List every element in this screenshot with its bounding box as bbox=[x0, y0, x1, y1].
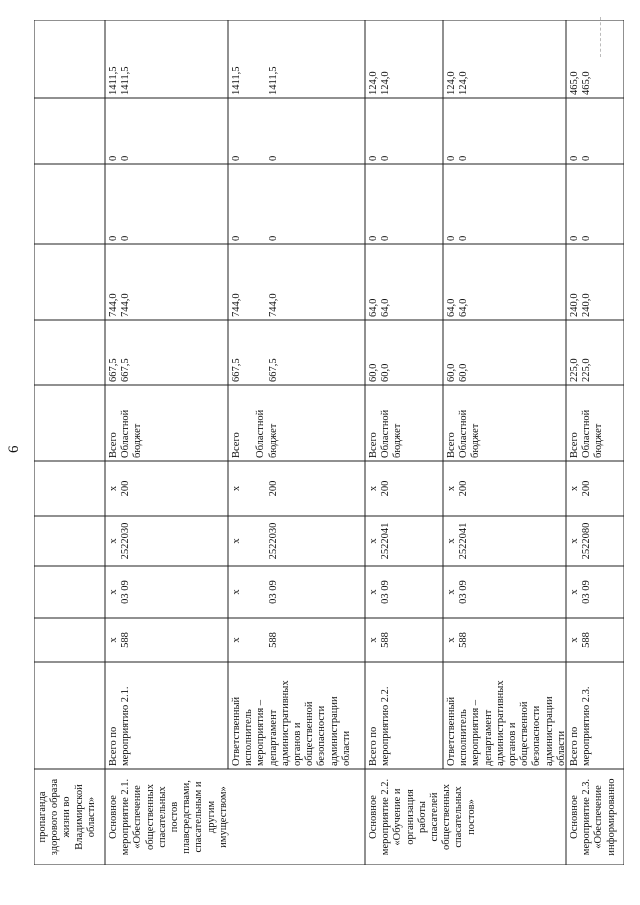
cell-line: 0 bbox=[581, 235, 593, 241]
cell-line: 2522041 bbox=[458, 522, 470, 560]
cell-line: х bbox=[446, 637, 457, 643]
cell-line: администрации bbox=[328, 696, 340, 766]
cell-line: 60,0 bbox=[458, 363, 470, 382]
cell-line: спасательным и bbox=[193, 781, 205, 853]
cell-line: администрации bbox=[543, 696, 555, 766]
cell-line bbox=[243, 388, 255, 458]
cell-line: Областной bbox=[581, 409, 593, 458]
cell-line bbox=[243, 464, 255, 513]
cell-line: спасателей bbox=[429, 792, 441, 842]
cell-line: 0 bbox=[569, 155, 580, 161]
status-cell bbox=[569, 665, 593, 766]
year2-amount-cell bbox=[569, 247, 593, 317]
measure-name-cell bbox=[368, 772, 478, 862]
cell-line: Основное bbox=[368, 795, 379, 839]
cell-line: 588 bbox=[458, 632, 470, 648]
year1-amount-cell bbox=[446, 323, 470, 382]
cell-line: департамент bbox=[267, 709, 279, 766]
cell-line: х bbox=[368, 637, 379, 643]
cell-line bbox=[243, 101, 255, 161]
target-code-cell bbox=[368, 519, 392, 563]
year4-amount-cell bbox=[368, 101, 392, 161]
cell-line: спасательных bbox=[156, 786, 168, 848]
cell-line: 744,0 bbox=[120, 293, 132, 317]
cell-line: х bbox=[231, 589, 242, 595]
measure-name-cell bbox=[37, 772, 98, 862]
total-amount-cell bbox=[108, 23, 132, 95]
cell-line: х bbox=[108, 485, 119, 492]
cell-line: 64,0 bbox=[458, 298, 470, 317]
status-cell bbox=[108, 665, 132, 766]
status-cell bbox=[368, 665, 392, 766]
cell-line: области» bbox=[85, 796, 97, 838]
cell-line: 1411,5 bbox=[108, 66, 119, 95]
cell-line: 0 bbox=[368, 235, 379, 241]
cell-line: Областной bbox=[458, 409, 470, 458]
cell-line: 2522080 bbox=[581, 522, 593, 560]
cell-line: 0 bbox=[368, 155, 379, 161]
cell-line: административных bbox=[494, 680, 506, 766]
cell-line: общественной bbox=[304, 701, 316, 766]
page-number: 6 bbox=[6, 445, 22, 453]
cell-line: 0 bbox=[380, 235, 392, 241]
cell-line: 588 bbox=[380, 632, 392, 648]
cell-line: мероприятия – bbox=[255, 699, 267, 766]
cell-line: 240,0 bbox=[569, 293, 580, 317]
cell-line: 0 bbox=[108, 155, 119, 161]
cell-line: 588 bbox=[267, 632, 279, 648]
cell-line bbox=[255, 101, 267, 161]
cell-line: имуществом» bbox=[217, 786, 229, 848]
funding-source-cell bbox=[368, 388, 405, 458]
cell-line: 744,0 bbox=[267, 293, 279, 317]
cell-line: общественных bbox=[441, 784, 453, 850]
cell-line: бюджет bbox=[392, 423, 404, 458]
cell-line: 240,0 bbox=[581, 293, 593, 317]
year1-amount-cell bbox=[108, 323, 132, 382]
cell-line: 0 bbox=[458, 155, 470, 161]
expense-type-cell bbox=[446, 464, 470, 513]
measure-name-cell bbox=[569, 772, 618, 862]
cell-line: 744,0 bbox=[231, 293, 242, 317]
total-amount-cell bbox=[569, 23, 593, 95]
cell-line: 60,0 bbox=[368, 363, 379, 382]
cell-line: Владимирской bbox=[73, 784, 85, 850]
cell-line: мероприятию 2.1. bbox=[120, 686, 132, 766]
cell-line: х bbox=[446, 538, 457, 544]
cell-line: «Обеспечение bbox=[593, 785, 605, 849]
total-amount-cell bbox=[368, 23, 392, 95]
cell-line: Областной bbox=[120, 409, 132, 458]
cell-line: 0 bbox=[380, 155, 392, 161]
year4-amount-cell bbox=[108, 101, 132, 161]
cell-line: 03 09 bbox=[458, 580, 470, 604]
year3-amount-cell bbox=[368, 167, 392, 241]
cell-line: информированно bbox=[605, 778, 617, 856]
cell-line: 200 bbox=[380, 480, 392, 497]
expense-type-cell bbox=[108, 464, 132, 513]
cell-line: бюджет bbox=[267, 423, 279, 458]
cell-line: х bbox=[368, 485, 379, 492]
cell-line: 1411,5 bbox=[120, 66, 132, 95]
cell-line: 124,0 bbox=[368, 71, 379, 95]
cell-line: мероприятие 2.2. bbox=[380, 778, 392, 856]
cell-line: спасательных bbox=[453, 786, 465, 848]
cell-line: общественных bbox=[144, 784, 156, 850]
status-cell bbox=[231, 665, 353, 766]
cell-line bbox=[255, 569, 267, 615]
cell-line: общественной bbox=[519, 701, 531, 766]
cell-line: х bbox=[569, 637, 580, 643]
cell-line: безопасности bbox=[531, 705, 543, 766]
cell-line: 200 bbox=[120, 480, 132, 497]
cell-line bbox=[243, 167, 255, 241]
cell-line bbox=[243, 569, 255, 615]
cell-line: х bbox=[231, 538, 242, 544]
expense-type-cell bbox=[368, 464, 392, 513]
cell-line: 0 bbox=[108, 235, 119, 241]
cell-line: 03 09 bbox=[120, 580, 132, 604]
cell-line: исполнитель bbox=[458, 709, 470, 766]
cell-line: х bbox=[108, 538, 119, 544]
cell-line: Всего по bbox=[108, 726, 119, 766]
cell-line: органов и bbox=[292, 722, 304, 766]
cell-line: 124,0 bbox=[380, 71, 392, 95]
cell-line: 60,0 bbox=[446, 363, 457, 382]
expense-type-cell bbox=[569, 464, 593, 513]
cell-line: Областной bbox=[255, 409, 267, 458]
cell-line: жизни во bbox=[61, 796, 73, 838]
cell-line: мероприятия – bbox=[470, 699, 482, 766]
cell-line: Ответственный bbox=[231, 696, 242, 766]
cell-line: Всего bbox=[231, 432, 242, 458]
cell-line: 0 bbox=[120, 235, 132, 241]
cell-line: 1411,5 bbox=[267, 66, 279, 95]
year1-amount-cell bbox=[231, 323, 280, 382]
cell-line: 2522041 bbox=[380, 522, 392, 560]
cell-line: исполнитель bbox=[243, 709, 255, 766]
cell-line: 667,5 bbox=[108, 358, 119, 382]
cell-line bbox=[243, 247, 255, 317]
year2-amount-cell bbox=[231, 247, 280, 317]
cell-line: 667,5 bbox=[267, 358, 279, 382]
cell-line: 03 09 bbox=[380, 580, 392, 604]
cell-line bbox=[255, 23, 267, 95]
cell-line: 2522030 bbox=[267, 522, 279, 560]
cell-line: х bbox=[569, 485, 580, 492]
grbs-code-cell bbox=[569, 621, 593, 659]
cell-line bbox=[243, 519, 255, 563]
cell-line: Всего bbox=[108, 432, 119, 458]
year3-amount-cell bbox=[569, 167, 593, 241]
grbs-code-cell bbox=[446, 621, 470, 659]
cell-line: здорового образа bbox=[49, 778, 61, 856]
cell-line: х bbox=[569, 589, 580, 595]
cell-line: 200 bbox=[581, 480, 593, 497]
cell-line: Областной bbox=[380, 409, 392, 458]
cell-line: 0 bbox=[458, 235, 470, 241]
cell-line: «Обучение и bbox=[392, 788, 404, 846]
cell-line: пропаганда bbox=[37, 791, 48, 843]
cell-line: 03 09 bbox=[267, 580, 279, 604]
cell-line bbox=[243, 323, 255, 382]
cell-line: Ответственный bbox=[446, 696, 457, 766]
cell-line: мероприятие 2.3. bbox=[581, 778, 593, 856]
total-amount-cell bbox=[446, 23, 470, 95]
section-code-cell bbox=[108, 569, 132, 615]
cell-line bbox=[243, 621, 255, 659]
cell-line: Основное bbox=[108, 795, 119, 839]
year4-amount-cell bbox=[231, 101, 280, 161]
cell-line: 465,0 bbox=[569, 71, 580, 95]
cell-line bbox=[243, 23, 255, 95]
cell-line: 667,5 bbox=[231, 358, 242, 382]
cell-line: 0 bbox=[267, 155, 279, 161]
expense-type-cell bbox=[231, 464, 280, 513]
year3-amount-cell bbox=[446, 167, 470, 241]
funding-source-cell bbox=[231, 388, 280, 458]
cell-line: х bbox=[231, 637, 242, 643]
cell-line: х bbox=[446, 485, 457, 492]
section-code-cell bbox=[368, 569, 392, 615]
target-code-cell bbox=[108, 519, 132, 563]
year4-amount-cell bbox=[446, 101, 470, 161]
cell-line: безопасности bbox=[316, 705, 328, 766]
grbs-code-cell bbox=[368, 621, 392, 659]
cell-line: Всего bbox=[569, 432, 580, 458]
cell-line: области bbox=[555, 730, 567, 766]
grbs-code-cell bbox=[231, 621, 280, 659]
cell-line: 64,0 bbox=[368, 298, 379, 317]
cell-line: 588 bbox=[581, 632, 593, 648]
cell-line: 225,0 bbox=[569, 358, 580, 382]
funding-source-cell bbox=[569, 388, 606, 458]
cell-line bbox=[255, 247, 267, 317]
section-code-cell bbox=[446, 569, 470, 615]
cell-line: х bbox=[446, 589, 457, 595]
cell-line: Всего bbox=[446, 432, 457, 458]
target-code-cell bbox=[231, 519, 280, 563]
total-amount-cell bbox=[231, 23, 280, 95]
section-code-cell bbox=[231, 569, 280, 615]
grbs-code-cell bbox=[108, 621, 132, 659]
cell-line: области bbox=[340, 730, 352, 766]
cell-line: 2522030 bbox=[120, 522, 132, 560]
cell-line: 1411,5 bbox=[231, 66, 242, 95]
cell-line: бюджет bbox=[593, 423, 605, 458]
cell-line: 667,5 bbox=[120, 358, 132, 382]
cell-line: 0 bbox=[446, 235, 457, 241]
cell-line: постов» bbox=[465, 799, 477, 835]
year2-amount-cell bbox=[368, 247, 392, 317]
cell-line: 225,0 bbox=[581, 358, 593, 382]
cell-line: мероприятию 2.3. bbox=[581, 686, 593, 766]
year3-amount-cell bbox=[231, 167, 280, 241]
cell-line bbox=[255, 167, 267, 241]
target-code-cell bbox=[569, 519, 593, 563]
year2-amount-cell bbox=[446, 247, 470, 317]
year3-amount-cell bbox=[108, 167, 132, 241]
cell-line: организация bbox=[404, 789, 416, 845]
cell-line: 0 bbox=[446, 155, 457, 161]
status-cell bbox=[446, 665, 568, 766]
cell-line: 124,0 bbox=[446, 71, 457, 95]
cell-line: 0 bbox=[581, 155, 593, 161]
cell-line: административных bbox=[279, 680, 291, 766]
budget-table bbox=[34, 20, 624, 865]
cell-line: мероприятие 2.1. bbox=[120, 778, 132, 856]
cell-line: другим bbox=[205, 800, 217, 834]
cell-line: 0 bbox=[120, 155, 132, 161]
cell-line bbox=[255, 323, 267, 382]
cell-line: Всего по bbox=[368, 726, 379, 766]
cell-line: х bbox=[368, 538, 379, 544]
cell-line: х bbox=[368, 589, 379, 595]
cell-line: бюджет bbox=[132, 423, 144, 458]
cell-line bbox=[255, 519, 267, 563]
cell-line: х bbox=[569, 538, 580, 544]
cell-line: Основное bbox=[569, 795, 580, 839]
year4-amount-cell bbox=[569, 101, 593, 161]
section-code-cell bbox=[569, 569, 593, 615]
scan-mark bbox=[600, 17, 601, 57]
cell-line: х bbox=[108, 589, 119, 595]
cell-line: органов и bbox=[507, 722, 519, 766]
cell-line: 60,0 bbox=[380, 363, 392, 382]
cell-line: 0 bbox=[231, 155, 242, 161]
year1-amount-cell bbox=[368, 323, 392, 382]
year1-amount-cell bbox=[569, 323, 593, 382]
cell-line: 64,0 bbox=[380, 298, 392, 317]
cell-line: 588 bbox=[120, 632, 132, 648]
cell-line: 465,0 bbox=[581, 71, 593, 95]
cell-line: 200 bbox=[458, 480, 470, 497]
cell-line: 03 09 bbox=[581, 580, 593, 604]
funding-source-cell bbox=[108, 388, 145, 458]
target-code-cell bbox=[446, 519, 470, 563]
cell-line: департамент bbox=[482, 709, 494, 766]
cell-line: 64,0 bbox=[446, 298, 457, 317]
cell-line: 124,0 bbox=[458, 71, 470, 95]
cell-line: постов bbox=[169, 801, 181, 833]
cell-line: Всего по bbox=[569, 726, 580, 766]
cell-line: 0 bbox=[231, 235, 242, 241]
funding-source-cell bbox=[446, 388, 483, 458]
cell-line: 0 bbox=[267, 235, 279, 241]
cell-line: 200 bbox=[267, 480, 279, 497]
cell-line: работы bbox=[416, 801, 428, 834]
cell-line: «Обеспечение bbox=[132, 785, 144, 849]
cell-line: х bbox=[231, 485, 242, 492]
cell-line bbox=[255, 464, 267, 513]
cell-line bbox=[255, 621, 267, 659]
cell-line: бюджет bbox=[470, 423, 482, 458]
cell-line: 0 bbox=[569, 235, 580, 241]
cell-line: плавсредствами, bbox=[181, 780, 193, 854]
cell-line: мероприятию 2.2. bbox=[380, 686, 392, 766]
cell-line: х bbox=[108, 637, 119, 643]
measure-name-cell bbox=[108, 772, 230, 862]
year2-amount-cell bbox=[108, 247, 132, 317]
cell-line: 744,0 bbox=[108, 293, 119, 317]
cell-line: Всего bbox=[368, 432, 379, 458]
